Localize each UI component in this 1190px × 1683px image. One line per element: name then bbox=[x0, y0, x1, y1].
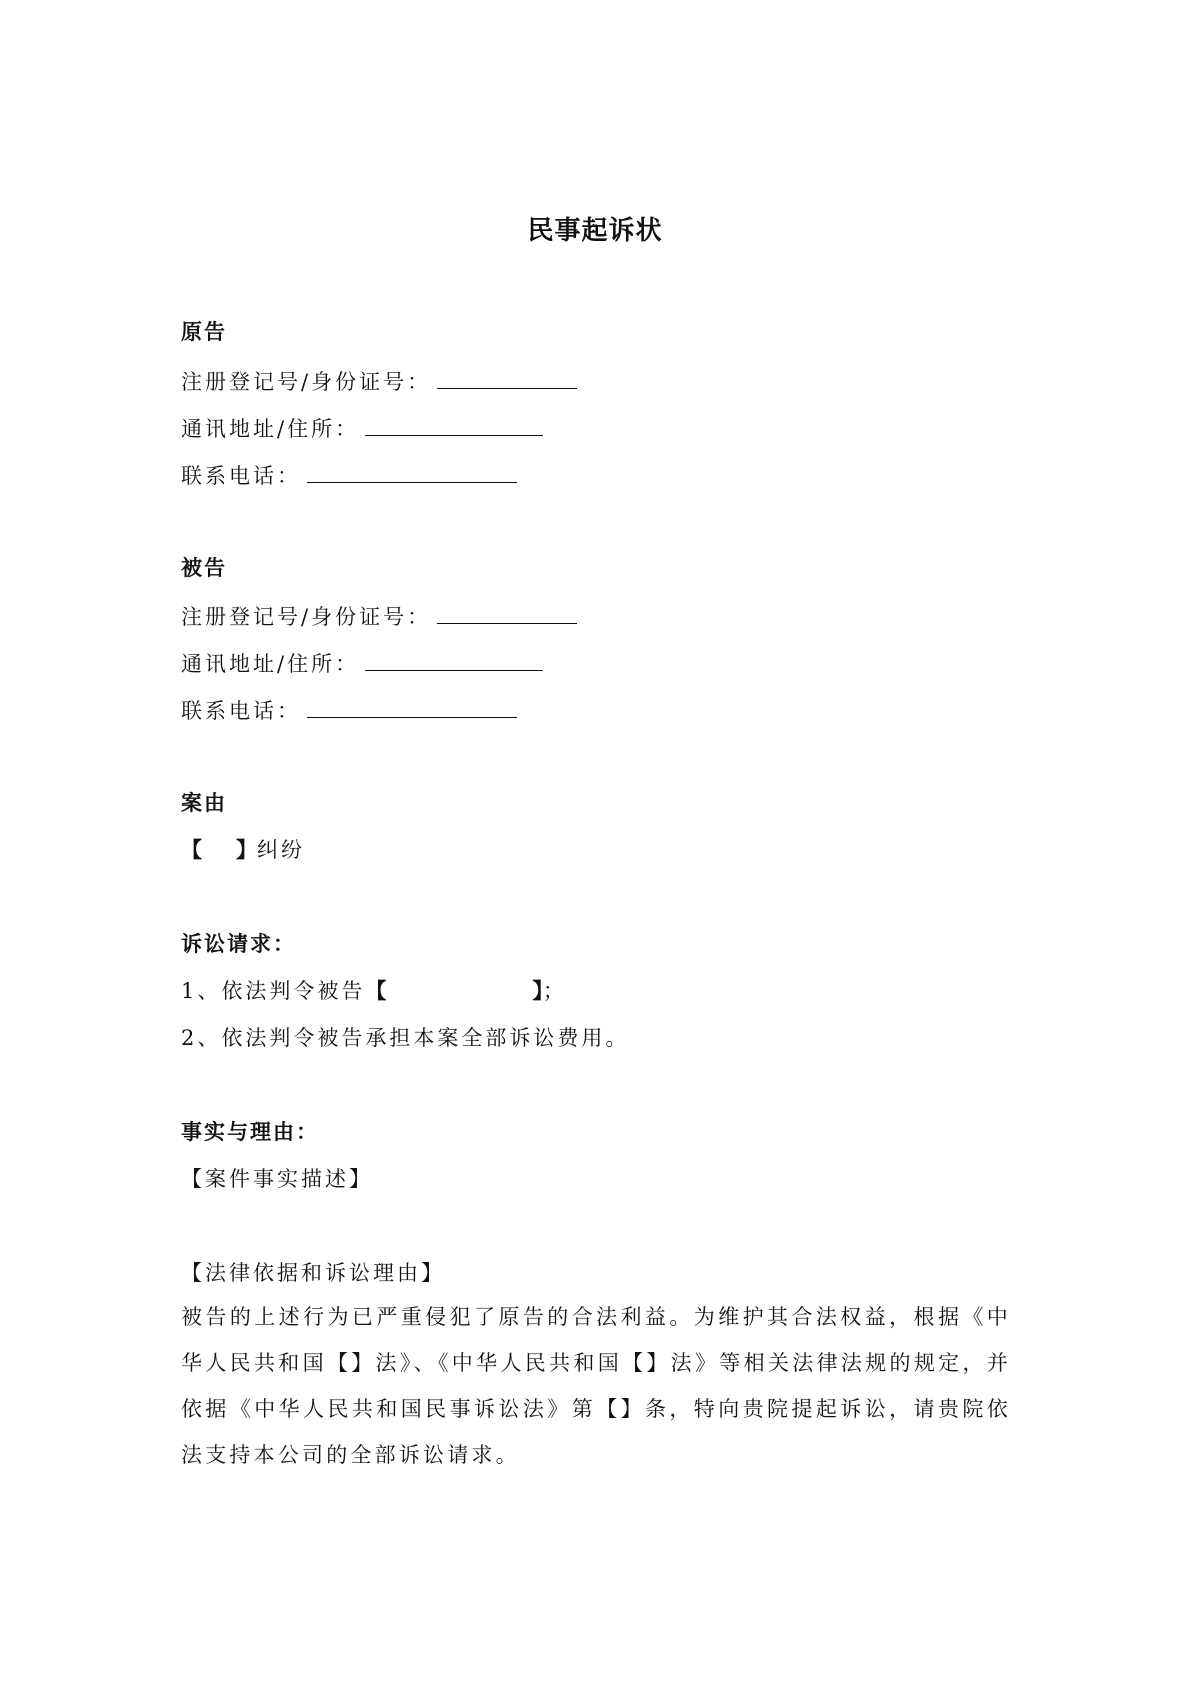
defendant-heading: 被告 bbox=[181, 555, 227, 580]
defendant-address-row bbox=[181, 648, 543, 678]
defendant-id-label: 注册登记号/身份证号： bbox=[181, 605, 432, 629]
plaintiff-address-row bbox=[181, 413, 543, 443]
defendant-id-row bbox=[181, 601, 577, 631]
facts-description-placeholder: 【案件事实描述】 bbox=[181, 1167, 373, 1191]
plaintiff-phone-field[interactable] bbox=[307, 460, 517, 483]
plaintiff-id-row bbox=[181, 366, 577, 396]
cause-open-bracket: 【 bbox=[181, 837, 202, 862]
cause-suffix: 纠纷 bbox=[257, 838, 305, 862]
plaintiff-heading: 原告 bbox=[181, 319, 227, 344]
plaintiff-address-field[interactable] bbox=[365, 413, 543, 436]
defendant-phone-field[interactable] bbox=[307, 695, 517, 718]
claims-heading: 诉讼请求： bbox=[181, 931, 296, 956]
plaintiff-phone-label: 联系电话： bbox=[181, 464, 301, 488]
facts-heading: 事实与理由： bbox=[181, 1119, 319, 1144]
defendant-address-field[interactable] bbox=[365, 648, 543, 671]
document-title: 民事起诉状 bbox=[527, 216, 663, 246]
claim-item-2: 2、依法判令被告承担本案全部诉讼费用。 bbox=[181, 1026, 630, 1050]
legal-basis-paragraph: 被告的上述行为已严重侵犯了原告的合法利益。为维护其合法权益，根据《中华人民共和国【】法》、《中华人民共和国【】法》等相关法律法规的规定，并依据《中华人民共和国民事诉讼法》第【】条，特向贵院提起诉讼，请贵院依法支持本公司的全部诉讼请求。 bbox=[181, 1305, 1011, 1467]
claim-1-open-bracket: 【 bbox=[365, 978, 387, 1003]
claim-item-1 bbox=[181, 977, 564, 1005]
claim-1-end: ； bbox=[542, 979, 564, 1003]
cause-row bbox=[181, 836, 305, 864]
claim-1-prefix: 1、依法判令被告 bbox=[181, 979, 366, 1003]
defendant-address-label: 通讯地址/住所： bbox=[181, 652, 360, 676]
defendant-id-field[interactable] bbox=[437, 601, 577, 624]
defendant-phone-row bbox=[181, 695, 517, 725]
plaintiff-phone-row bbox=[181, 460, 517, 490]
cause-heading: 案由 bbox=[181, 790, 227, 815]
plaintiff-address-label: 通讯地址/住所： bbox=[181, 417, 360, 441]
plaintiff-id-label: 注册登记号/身份证号： bbox=[181, 370, 432, 394]
plaintiff-id-field[interactable] bbox=[437, 366, 577, 389]
legal-basis-heading: 【法律依据和诉讼理由】 bbox=[181, 1261, 445, 1285]
cause-close-bracket: 】 bbox=[236, 837, 257, 862]
claim-1-close-bracket: 】 bbox=[532, 978, 543, 1003]
defendant-phone-label: 联系电话： bbox=[181, 699, 301, 723]
